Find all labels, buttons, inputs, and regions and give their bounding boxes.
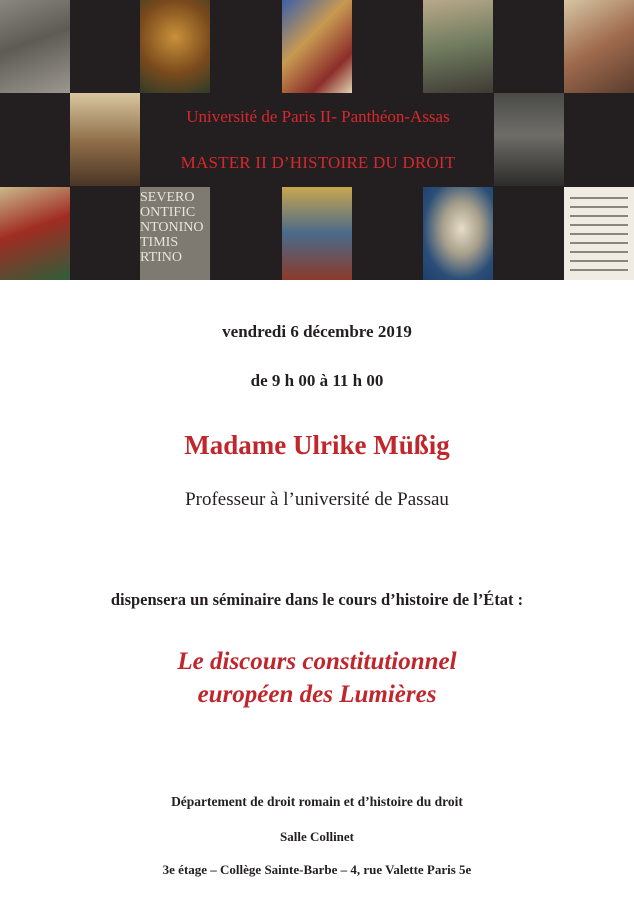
program-name: MASTER II D’HISTOIRE DU DROIT: [180, 153, 456, 172]
institution-name: Université de Paris II- Panthéon-Assas: [186, 107, 450, 126]
byzantine-mosaic-image: [140, 0, 210, 93]
venue-address: 3e étage – Collège Sainte-Barbe – 4, rue Valette Paris 5e: [162, 862, 472, 877]
painting-image: [564, 0, 634, 93]
medieval-figures-image: [282, 187, 352, 280]
seminar-title-line-2: européen des Lumières: [197, 681, 437, 708]
manuscript-page-image: [0, 187, 70, 280]
room-name: Salle Collinet: [279, 829, 355, 844]
stone-tablet-image: [0, 0, 70, 93]
seminar-intro: dispensera un séminaire dans le cours d’histoire de l’État :: [110, 590, 524, 609]
header-banner: [0, 0, 634, 280]
roman-inscription-image: [140, 187, 210, 280]
event-date: vendredi 6 décembre 2019: [222, 322, 412, 341]
augustus-statue-image: [423, 187, 493, 280]
illuminated-manuscript-image: [282, 0, 352, 93]
seminar-title-line-1: Le discours constitutionnel: [177, 648, 457, 675]
bronze-sculpture-image: [494, 93, 564, 186]
speaker-name: Madame Ulrike Müßig: [184, 430, 450, 460]
department-name: Département de droit romain et d’histoire du droit: [171, 794, 463, 809]
speaker-role: Professeur à l’université de Passau: [185, 489, 449, 510]
inscription-text: SEVERO ONTIFIC NTONINO TIMIS RTINO: [140, 190, 204, 265]
handwritten-charter-image: [564, 187, 634, 280]
medieval-scene-image: [423, 0, 493, 93]
event-time: de 9 h 00 à 11 h 00: [250, 371, 384, 390]
assembly-painting-image: [70, 93, 140, 186]
